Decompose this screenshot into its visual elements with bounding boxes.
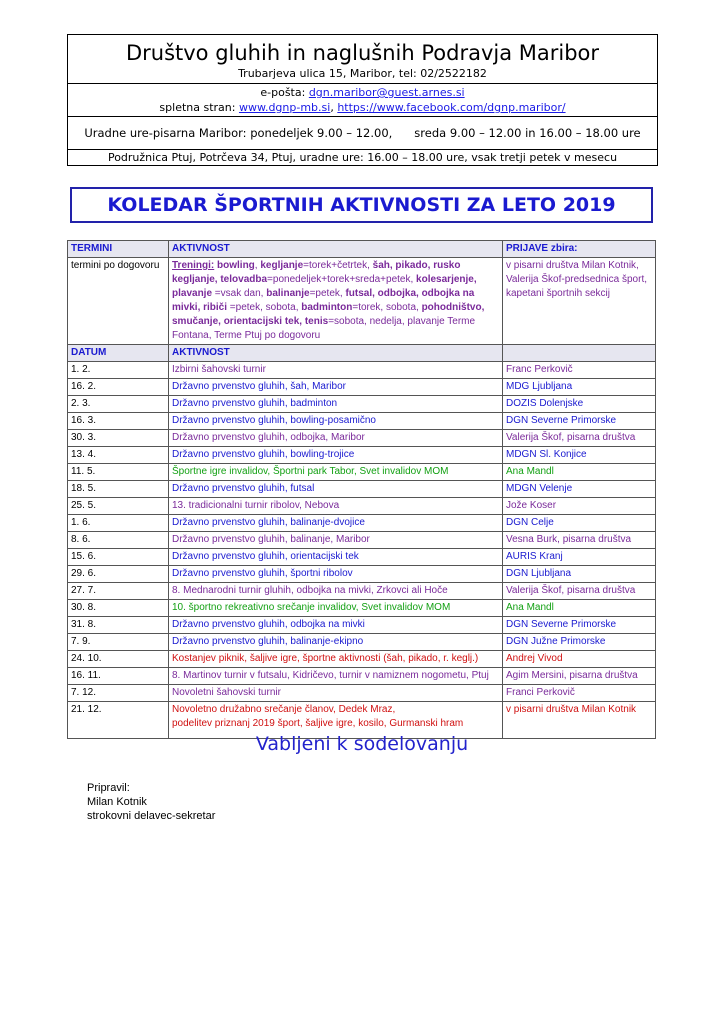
header-cell: TERMINI — [68, 241, 169, 258]
event-date: 18. 5. — [68, 481, 169, 498]
event-date: 2. 3. — [68, 396, 169, 413]
signature-block — [87, 781, 215, 823]
event-activity: Državno prvenstvo gluhih, balinanje-dvojice — [169, 515, 503, 532]
table-row — [68, 549, 656, 566]
table-row — [68, 600, 656, 617]
event-contact: DGN Ljubljana — [503, 566, 656, 583]
event-activity: 13. tradicionalni turnir ribolov, Nebova — [169, 498, 503, 515]
table-row — [68, 464, 656, 481]
event-contact: Ana Mandl — [503, 600, 656, 617]
event-date: 11. 5. — [68, 464, 169, 481]
signature-role: strokovni delavec-sekretar — [87, 810, 216, 822]
event-date: 8. 6. — [68, 532, 169, 549]
event-date: 7. 12. — [68, 685, 169, 702]
email-label: e-pošta: — [260, 86, 306, 99]
facebook-link[interactable]: https://www.facebook.com/dgnp.maribor/ — [337, 101, 566, 114]
table-row — [68, 447, 656, 464]
event-contact: AURIS Kranj — [503, 549, 656, 566]
table-subheader-row — [68, 345, 656, 362]
table-row — [68, 583, 656, 600]
organization-header — [67, 34, 658, 166]
training-text: futsal, odbojka, odbojka na mivki, ribiči — [172, 288, 475, 313]
event-contact: v pisarni društva Milan Kotnik — [503, 702, 656, 739]
event-activity: Državno prvenstvo gluhih, bowling-trojice — [169, 447, 503, 464]
signature-label: Pripravil: — [87, 782, 130, 794]
table-row — [68, 532, 656, 549]
table-row — [68, 668, 656, 685]
event-date: 16. 11. — [68, 668, 169, 685]
event-contact: Jože Koser — [503, 498, 656, 515]
event-contact: DGN Severne Primorske — [503, 413, 656, 430]
event-activity: Novoletni šahovski turnir — [169, 685, 503, 702]
training-text: =sobota, nedelja, plavanje Terme Fontana, Terme Ptuj po dogovoru — [172, 316, 476, 341]
event-contact: Valerija Škof, pisarna društva — [503, 430, 656, 447]
event-date: 16. 2. — [68, 379, 169, 396]
training-text: =petek, — [309, 288, 346, 299]
web-label: spletna stran: — [159, 101, 236, 114]
event-activity: Državno prvenstvo gluhih, futsal — [169, 481, 503, 498]
event-contact: Vesna Burk, pisarna društva — [503, 532, 656, 549]
training-text: pohodništvo, smučanje, orientacijski tek, tenis — [172, 302, 485, 327]
table-row — [68, 396, 656, 413]
table-row — [68, 430, 656, 447]
table-row — [68, 362, 656, 379]
table-row — [68, 498, 656, 515]
event-contact: MDGN Velenje — [503, 481, 656, 498]
table-row — [68, 651, 656, 668]
event-activity: Državno prvenstvo gluhih, orientacijski tek — [169, 549, 503, 566]
event-date: 29. 6. — [68, 566, 169, 583]
table-row — [68, 685, 656, 702]
event-activity: Kostanjev piknik, šaljive igre, športne aktivnosti (šah, pikado, r. keglj.) — [169, 651, 503, 668]
office-hours-right: sreda 9.00 – 12.00 in 16.00 – 18.00 ure — [414, 126, 641, 140]
event-activity: Državno prvenstvo gluhih, bowling-posamično — [169, 413, 503, 430]
training-text: badminton — [301, 302, 353, 313]
event-activity: Izbirni šahovski turnir — [169, 362, 503, 379]
event-date: 16. 3. — [68, 413, 169, 430]
training-text: =petek, sobota, — [227, 302, 302, 313]
event-activity: Športne igre invalidov, Športni park Tabor, Svet invalidov MOM — [169, 464, 503, 481]
event-activity: Državno prvenstvo gluhih, šah, Maribor — [169, 379, 503, 396]
table-row — [68, 515, 656, 532]
event-date: 30. 3. — [68, 430, 169, 447]
training-text: =ponedeljek+torek+sreda+petek, — [267, 274, 417, 285]
signature-name: Milan Kotnik — [87, 796, 147, 808]
event-activity-line: Novoletno družabno srečanje članov, Dedek Mraz, — [172, 704, 396, 715]
event-date: 1. 2. — [68, 362, 169, 379]
event-activity: Državno prvenstvo gluhih, balinanje-ekipno — [169, 634, 503, 651]
header-cell: PRIJAVE zbira: — [503, 241, 656, 258]
training-text: kolesarjenje, plavanje — [172, 274, 477, 299]
header-cell: AKTIVNOST — [169, 345, 503, 362]
training-text: kegljanje — [260, 260, 304, 271]
event-date: 27. 7. — [68, 583, 169, 600]
table-row — [68, 634, 656, 651]
training-row — [68, 258, 656, 345]
table-header-row — [68, 241, 656, 258]
header-title-block — [68, 35, 657, 84]
organization-address: Trubarjeva ulica 15, Maribor, tel: 02/2522182 — [238, 67, 487, 80]
event-date: 24. 10. — [68, 651, 169, 668]
training-term: termini po dogovoru — [68, 258, 169, 345]
event-activity: Državno prvenstvo gluhih, športni ribolov — [169, 566, 503, 583]
event-date: 15. 6. — [68, 549, 169, 566]
activities-table — [67, 240, 656, 739]
training-text: , — [254, 260, 261, 271]
event-date: 1. 6. — [68, 515, 169, 532]
training-text: =vsak dan, — [212, 288, 267, 299]
branch-info: Podružnica Ptuj, Potrčeva 34, Ptuj, uradne ure: 16.00 – 18.00 ure, vsak tretji petek v mesecu — [107, 151, 618, 164]
event-activity: 8. Martinov turnir v futsalu, Kidričevo, turnir v namiznem nogometu, Ptuj — [169, 668, 503, 685]
event-contact: DGN Južne Primorske — [503, 634, 656, 651]
event-contact: Valerija Škof, pisarna društva — [503, 583, 656, 600]
organization-name: Društvo gluhih in naglušnih Podravja Maribor — [125, 41, 600, 65]
contact-links: e-pošta: dgn.maribor@guest.arnes.si spletna stran: www.dgnp-mb.si, https://www.facebook.com/dgnp.maribor/ — [68, 84, 657, 117]
calendar-title: KOLEDAR ŠPORTNIH AKTIVNOSTI ZA LETO 2019 — [70, 187, 653, 223]
event-date: 25. 5. — [68, 498, 169, 515]
training-label: Treningi: — [172, 260, 215, 271]
event-contact: MDGN Sl. Konjice — [503, 447, 656, 464]
event-activity: Državno prvenstvo gluhih, odbojka na mivki — [169, 617, 503, 634]
header-cell: AKTIVNOST — [169, 241, 503, 258]
event-contact: Andrej Vivod — [503, 651, 656, 668]
welcome-message: Vabljeni k sodelovanju — [255, 733, 469, 755]
training-text: balinanje — [266, 288, 310, 299]
event-activity-line: podelitev priznanj 2019 šport, šaljive igre, kosilo, Gurmanski hram — [172, 718, 464, 729]
training-contact: v pisarni društva Milan Kotnik, Valerija Škof-predsednica šport, kapetani športnih sekcij — [503, 258, 656, 345]
event-contact: Ana Mandl — [503, 464, 656, 481]
training-text: bowling — [214, 260, 255, 271]
event-contact: DGN Severne Primorske — [503, 617, 656, 634]
event-activity: 8. Mednarodni turnir gluhih, odbojka na mivki, Zrkovci ali Hoče — [169, 583, 503, 600]
event-contact: Franc Perkovič — [503, 362, 656, 379]
table-row — [68, 413, 656, 430]
website-link[interactable]: www.dgnp-mb.si — [238, 101, 331, 114]
office-hours — [68, 117, 657, 150]
event-activity: Državno prvenstvo gluhih, odbojka, Maribor — [169, 430, 503, 447]
event-date: 30. 8. — [68, 600, 169, 617]
event-date: 21. 12. — [68, 702, 169, 739]
table-row — [68, 566, 656, 583]
event-activity: Državno prvenstvo gluhih, balinanje, Maribor — [169, 532, 503, 549]
training-text: šah, pikado, rusko kegljanje, telovadba — [172, 260, 461, 285]
header-cell — [503, 345, 656, 362]
event-activity: Državno prvenstvo gluhih, badminton — [169, 396, 503, 413]
event-date: 31. 8. — [68, 617, 169, 634]
event-contact: MDG Ljubljana — [503, 379, 656, 396]
email-link[interactable]: dgn.maribor@guest.arnes.si — [308, 86, 465, 99]
training-text: =torek, sobota, — [352, 302, 422, 313]
event-contact: DOZIS Dolenjske — [503, 396, 656, 413]
event-contact: DGN Celje — [503, 515, 656, 532]
event-contact: Agim Mersini, pisarna društva — [503, 668, 656, 685]
event-contact: Franci Perkovič — [503, 685, 656, 702]
table-row — [68, 617, 656, 634]
event-date: 13. 4. — [68, 447, 169, 464]
header-cell: DATUM — [68, 345, 169, 362]
event-activity: 10. športno rekreativno srečanje invalidov, Svet invalidov MOM — [169, 600, 503, 617]
training-text: =torek+četrtek, — [303, 260, 373, 271]
training-description — [169, 258, 503, 345]
event-date: 7. 9. — [68, 634, 169, 651]
table-row — [68, 481, 656, 498]
office-hours-left: Uradne ure-pisarna Maribor: ponedeljek 9.00 – 12.00, — [84, 126, 393, 140]
table-row — [68, 379, 656, 396]
